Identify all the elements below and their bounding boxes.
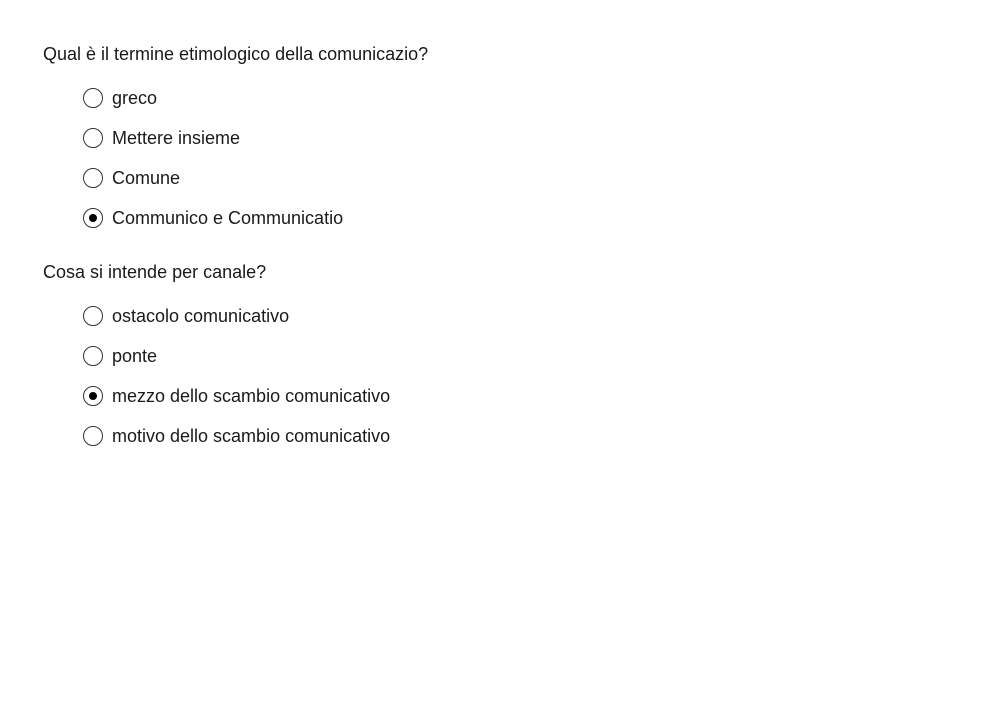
radio-button[interactable] (83, 346, 103, 366)
answer-label: Communico e Communicatio (112, 208, 344, 228)
radio-button[interactable] (83, 426, 103, 446)
question-text: Cosa si intende per canale? (43, 262, 267, 282)
answer-label: mezzo dello scambio comunicativo (112, 386, 391, 406)
radio-button[interactable] (83, 386, 103, 406)
answer-options (43, 296, 943, 456)
answer-option[interactable] (83, 336, 943, 376)
answer-label: ponte (112, 346, 158, 366)
radio-button[interactable] (83, 168, 103, 188)
answer-option[interactable] (83, 198, 943, 238)
radio-selected-dot (89, 214, 97, 222)
question-2 (43, 260, 943, 456)
answer-option[interactable] (83, 416, 943, 456)
answer-option[interactable] (83, 158, 943, 198)
radio-button[interactable] (83, 128, 103, 148)
answer-label: Mettere insieme (112, 128, 241, 148)
radio-button[interactable] (83, 208, 103, 228)
radio-button[interactable] (83, 306, 103, 326)
question-1 (43, 42, 943, 238)
answer-label: Comune (112, 168, 181, 188)
answer-label: motivo dello scambio comunicativo (112, 426, 391, 446)
radio-selected-dot (89, 392, 97, 400)
question-text: Qual è il termine etimologico della comunicazio? (43, 44, 429, 64)
answer-label: ostacolo comunicativo (112, 306, 290, 326)
answer-options (43, 78, 943, 238)
answer-option[interactable] (83, 296, 943, 336)
answer-option[interactable] (83, 78, 943, 118)
radio-button[interactable] (83, 88, 103, 108)
quiz-form (43, 42, 943, 478)
answer-label: greco (112, 88, 158, 108)
answer-option[interactable] (83, 118, 943, 158)
answer-option[interactable] (83, 376, 943, 416)
